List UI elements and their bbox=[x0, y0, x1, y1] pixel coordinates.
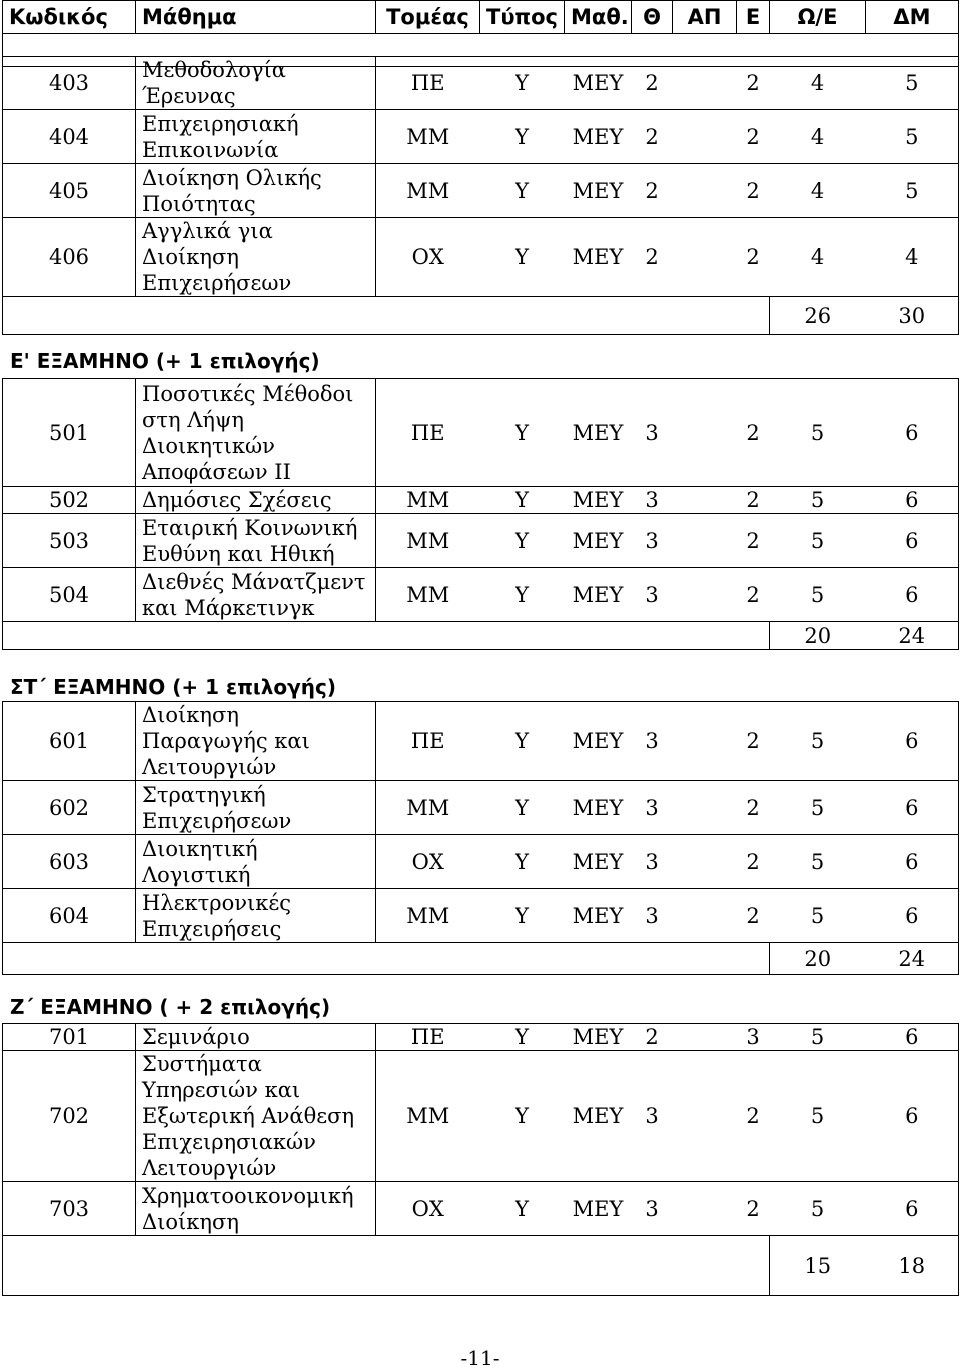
total-hours-cell: 26 bbox=[770, 297, 866, 335]
hours-cell: 4 bbox=[770, 218, 866, 297]
table-row bbox=[3, 514, 959, 568]
course-name-line: Επιχειρησιακή bbox=[142, 111, 299, 136]
hours-cell: 5 bbox=[770, 568, 866, 622]
header-code: Κωδικός bbox=[3, 1, 136, 34]
code-cell: 502 bbox=[3, 487, 136, 514]
cat-cell: ΜΕΥ bbox=[565, 568, 632, 622]
sector-cell: ΠΕ bbox=[376, 379, 480, 487]
course-name-line: Ποσοτικές Μέθοδοι bbox=[142, 381, 354, 406]
type-cell: Υ bbox=[480, 568, 565, 622]
code-cell: 601 bbox=[3, 702, 136, 781]
course-name-line: Επιχειρήσεων bbox=[142, 271, 292, 295]
table-row bbox=[3, 164, 959, 218]
course-name-line: Διοίκηση Ολικής bbox=[142, 165, 322, 190]
sector-cell: ΟΧ bbox=[376, 218, 480, 297]
course-name-cell bbox=[136, 218, 376, 297]
ap-cell bbox=[673, 1024, 737, 1051]
ects-cell: 6 bbox=[866, 379, 959, 487]
course-name-line: Μεθοδολογία bbox=[142, 58, 286, 82]
semester-title-z: Ζ΄ ΕΞΑΜΗΝΟ ( + 2 επιλογής) bbox=[10, 995, 331, 1019]
code-cell: 404 bbox=[3, 110, 136, 164]
ects-cell: 5 bbox=[866, 57, 959, 110]
hours-cell: 5 bbox=[770, 487, 866, 514]
semester-title-st: ΣΤ΄ ΕΞΑΜΗΝΟ (+ 1 επιλογής) bbox=[10, 675, 336, 699]
header-cat: Μαθ. bbox=[565, 1, 632, 34]
course-name-line: Δημόσιες Σχέσεις bbox=[142, 488, 332, 512]
total-row bbox=[3, 943, 959, 975]
theory-cell: 3 bbox=[632, 889, 673, 943]
theory-cell: 3 bbox=[632, 1051, 673, 1182]
course-name-line: Λειτουργιών bbox=[142, 1156, 277, 1180]
code-cell: 504 bbox=[3, 568, 136, 622]
type-cell: Υ bbox=[480, 110, 565, 164]
course-name-line: Ευθύνη και Ηθική bbox=[142, 541, 335, 566]
ap-cell bbox=[673, 218, 737, 297]
course-name-line: Εταιρική Κοινωνική bbox=[142, 515, 358, 540]
sector-cell: ΜΜ bbox=[376, 110, 480, 164]
cat-cell: ΜΕΥ bbox=[565, 1024, 632, 1051]
theory-cell: 3 bbox=[632, 379, 673, 487]
course-name-line: Επιχειρησιακών bbox=[142, 1130, 316, 1154]
course-name-line: Παραγωγής και bbox=[142, 729, 310, 753]
hours-cell: 4 bbox=[770, 57, 866, 110]
table-row bbox=[3, 835, 959, 889]
theory-cell: 2 bbox=[632, 1024, 673, 1051]
header-course: Μάθημα bbox=[136, 1, 376, 34]
ects-cell: 6 bbox=[866, 702, 959, 781]
semester-table bbox=[2, 56, 959, 335]
theory-cell: 3 bbox=[632, 702, 673, 781]
table-row bbox=[3, 1024, 959, 1051]
sector-cell: ΜΜ bbox=[376, 514, 480, 568]
course-name-cell bbox=[136, 1051, 376, 1182]
ap-cell bbox=[673, 164, 737, 218]
type-cell: Υ bbox=[480, 702, 565, 781]
hours-cell: 5 bbox=[770, 781, 866, 835]
course-name-cell bbox=[136, 487, 376, 514]
lab-cell: 2 bbox=[737, 164, 770, 218]
semester-table bbox=[2, 378, 959, 650]
type-cell: Υ bbox=[480, 1051, 565, 1182]
table-row bbox=[3, 218, 959, 297]
cat-cell: ΜΕΥ bbox=[565, 57, 632, 110]
total-row bbox=[3, 297, 959, 335]
code-cell: 701 bbox=[3, 1024, 136, 1051]
course-name-cell bbox=[136, 568, 376, 622]
lab-cell: 2 bbox=[737, 218, 770, 297]
course-name-line: Ηλεκτρονικές bbox=[142, 890, 291, 915]
semester-table bbox=[2, 701, 959, 975]
ects-cell: 6 bbox=[866, 889, 959, 943]
course-name-line: Επιχειρήσεων bbox=[142, 808, 292, 833]
sector-cell: ΜΜ bbox=[376, 889, 480, 943]
hours-cell: 4 bbox=[770, 164, 866, 218]
table-row bbox=[3, 889, 959, 943]
hours-cell: 5 bbox=[770, 702, 866, 781]
ap-cell bbox=[673, 1182, 737, 1236]
course-name-line: Λογιστική bbox=[142, 862, 251, 887]
lab-cell: 2 bbox=[737, 514, 770, 568]
course-name-line: Διοίκηση bbox=[142, 1209, 239, 1234]
theory-cell: 2 bbox=[632, 110, 673, 164]
header-ap: ΑΠ bbox=[673, 1, 737, 34]
type-cell: Υ bbox=[480, 218, 565, 297]
course-name-line: Διοικητική bbox=[142, 836, 258, 861]
total-row-blank bbox=[3, 622, 770, 650]
header-theory: Θ bbox=[632, 1, 673, 34]
course-name-line: Διοίκηση bbox=[142, 245, 239, 269]
ap-cell bbox=[673, 379, 737, 487]
ects-cell: 6 bbox=[866, 487, 959, 514]
cat-cell: ΜΕΥ bbox=[565, 487, 632, 514]
header-ects: ΔΜ bbox=[866, 1, 959, 34]
cat-cell: ΜΕΥ bbox=[565, 110, 632, 164]
table-row bbox=[3, 487, 959, 514]
theory-cell: 3 bbox=[632, 835, 673, 889]
total-row-blank bbox=[3, 297, 770, 335]
code-cell: 602 bbox=[3, 781, 136, 835]
header-hours: Ω/Ε bbox=[770, 1, 866, 34]
table-row bbox=[3, 781, 959, 835]
code-cell: 702 bbox=[3, 1051, 136, 1182]
code-cell: 603 bbox=[3, 835, 136, 889]
ects-cell: 4 bbox=[866, 218, 959, 297]
code-cell: 703 bbox=[3, 1182, 136, 1236]
course-name-line: Χρηματοοικονομική bbox=[142, 1183, 354, 1208]
code-cell: 406 bbox=[3, 218, 136, 297]
course-name-line: Εξωτερική Ανάθεση bbox=[142, 1104, 355, 1128]
code-cell: 503 bbox=[3, 514, 136, 568]
table-row bbox=[3, 1182, 959, 1236]
course-name-cell bbox=[136, 781, 376, 835]
type-cell: Υ bbox=[480, 164, 565, 218]
table-row bbox=[3, 568, 959, 622]
ap-cell bbox=[673, 57, 737, 110]
course-name-line: Επιχειρήσεις bbox=[142, 916, 282, 941]
table-row bbox=[3, 379, 959, 487]
ap-cell bbox=[673, 514, 737, 568]
lab-cell: 3 bbox=[737, 1024, 770, 1051]
course-name-cell bbox=[136, 1182, 376, 1236]
ects-cell: 5 bbox=[866, 164, 959, 218]
course-name-cell bbox=[136, 379, 376, 487]
lab-cell: 2 bbox=[737, 889, 770, 943]
theory-cell: 3 bbox=[632, 514, 673, 568]
sector-cell: ΟΧ bbox=[376, 835, 480, 889]
ects-cell: 5 bbox=[866, 110, 959, 164]
course-name-line: Επικοινωνία bbox=[142, 137, 279, 162]
code-cell: 604 bbox=[3, 889, 136, 943]
course-name-cell bbox=[136, 57, 376, 110]
ap-cell bbox=[673, 702, 737, 781]
ap-cell bbox=[673, 487, 737, 514]
code-cell: 403 bbox=[3, 57, 136, 110]
semester-title-e: Ε' ΕΞΑΜΗΝΟ (+ 1 επιλογής) bbox=[10, 349, 320, 373]
header-lab: Ε bbox=[737, 1, 770, 34]
semester-table bbox=[2, 1023, 959, 1296]
type-cell: Υ bbox=[480, 514, 565, 568]
course-name-cell bbox=[136, 889, 376, 943]
hours-cell: 4 bbox=[770, 110, 866, 164]
ects-cell: 6 bbox=[866, 1024, 959, 1051]
cat-cell: ΜΕΥ bbox=[565, 514, 632, 568]
theory-cell: 3 bbox=[632, 487, 673, 514]
course-name-cell bbox=[136, 514, 376, 568]
course-name-line: Συστήματα bbox=[142, 1052, 262, 1076]
table-row bbox=[3, 1051, 959, 1182]
course-name-line: Διοικητικών bbox=[142, 433, 275, 458]
course-name-line: Έρευνας bbox=[142, 84, 236, 108]
theory-cell: 3 bbox=[632, 781, 673, 835]
theory-cell: 2 bbox=[632, 164, 673, 218]
course-name-line: Διεθνές Μάνατζμεντ bbox=[142, 569, 366, 594]
ects-cell: 6 bbox=[866, 1051, 959, 1182]
sector-cell: ΜΜ bbox=[376, 568, 480, 622]
table-row bbox=[3, 702, 959, 781]
total-hours-cell: 20 bbox=[770, 943, 866, 975]
course-name-cell bbox=[136, 1024, 376, 1051]
total-hours-cell: 15 bbox=[770, 1236, 866, 1296]
course-name-cell bbox=[136, 164, 376, 218]
total-ects-cell: 24 bbox=[866, 943, 959, 975]
hours-cell: 5 bbox=[770, 514, 866, 568]
code-cell: 405 bbox=[3, 164, 136, 218]
cat-cell: ΜΕΥ bbox=[565, 379, 632, 487]
hours-cell: 5 bbox=[770, 1051, 866, 1182]
course-name-line: Σεμινάριο bbox=[142, 1025, 250, 1049]
hours-cell: 5 bbox=[770, 1024, 866, 1051]
lab-cell: 2 bbox=[737, 568, 770, 622]
sector-cell: ΜΜ bbox=[376, 487, 480, 514]
sector-cell: ΜΜ bbox=[376, 781, 480, 835]
type-cell: Υ bbox=[480, 379, 565, 487]
course-name-line: και Μάρκετινγκ bbox=[142, 595, 315, 620]
course-name-cell bbox=[136, 835, 376, 889]
cat-cell: ΜΕΥ bbox=[565, 1182, 632, 1236]
ects-cell: 6 bbox=[866, 835, 959, 889]
lab-cell: 2 bbox=[737, 835, 770, 889]
cat-cell: ΜΕΥ bbox=[565, 889, 632, 943]
ap-cell bbox=[673, 781, 737, 835]
ap-cell bbox=[673, 1051, 737, 1182]
header-sector: Τομέας bbox=[376, 1, 480, 34]
total-row-blank bbox=[3, 1236, 770, 1296]
lab-cell: 2 bbox=[737, 1051, 770, 1182]
lab-cell: 2 bbox=[737, 110, 770, 164]
cat-cell: ΜΕΥ bbox=[565, 164, 632, 218]
type-cell: Υ bbox=[480, 57, 565, 110]
theory-cell: 2 bbox=[632, 57, 673, 110]
lab-cell: 2 bbox=[737, 702, 770, 781]
type-cell: Υ bbox=[480, 1182, 565, 1236]
type-cell: Υ bbox=[480, 889, 565, 943]
type-cell: Υ bbox=[480, 1024, 565, 1051]
total-hours-cell: 20 bbox=[770, 622, 866, 650]
course-name-line: Αγγλικά για bbox=[142, 219, 273, 243]
theory-cell: 3 bbox=[632, 568, 673, 622]
table-row bbox=[3, 110, 959, 164]
sector-cell: ΜΜ bbox=[376, 164, 480, 218]
lab-cell: 2 bbox=[737, 379, 770, 487]
ects-cell: 6 bbox=[866, 1182, 959, 1236]
cat-cell: ΜΕΥ bbox=[565, 702, 632, 781]
cat-cell: ΜΕΥ bbox=[565, 835, 632, 889]
course-name-line: Λειτουργιών bbox=[142, 755, 277, 779]
sector-cell: ΠΕ bbox=[376, 57, 480, 110]
type-cell: Υ bbox=[480, 781, 565, 835]
theory-cell: 3 bbox=[632, 1182, 673, 1236]
course-name-line: Αποφάσεων ΙΙ bbox=[142, 459, 291, 484]
total-ects-cell: 24 bbox=[866, 622, 959, 650]
hours-cell: 5 bbox=[770, 835, 866, 889]
lab-cell: 2 bbox=[737, 487, 770, 514]
ects-cell: 6 bbox=[866, 514, 959, 568]
sector-cell: ΠΕ bbox=[376, 1024, 480, 1051]
page-number: -11- bbox=[460, 1346, 500, 1370]
ap-cell bbox=[673, 889, 737, 943]
ects-cell: 6 bbox=[866, 568, 959, 622]
course-name-line: Υπηρεσιών και bbox=[142, 1078, 301, 1102]
lab-cell: 2 bbox=[737, 1182, 770, 1236]
course-name-line: στη Λήψη bbox=[142, 407, 245, 432]
sector-cell: ΟΧ bbox=[376, 1182, 480, 1236]
course-name-line: Ποιότητας bbox=[142, 191, 256, 216]
code-cell: 501 bbox=[3, 379, 136, 487]
cat-cell: ΜΕΥ bbox=[565, 218, 632, 297]
ects-cell: 6 bbox=[866, 781, 959, 835]
total-row bbox=[3, 1236, 959, 1296]
ap-cell bbox=[673, 835, 737, 889]
cat-cell: ΜΕΥ bbox=[565, 781, 632, 835]
type-cell: Υ bbox=[480, 835, 565, 889]
table-row bbox=[3, 57, 959, 110]
total-ects-cell: 30 bbox=[866, 297, 959, 335]
total-row bbox=[3, 622, 959, 650]
hours-cell: 5 bbox=[770, 1182, 866, 1236]
total-ects-cell: 18 bbox=[866, 1236, 959, 1296]
hours-cell: 5 bbox=[770, 379, 866, 487]
course-name-cell bbox=[136, 702, 376, 781]
lab-cell: 2 bbox=[737, 781, 770, 835]
total-row-blank bbox=[3, 943, 770, 975]
hours-cell: 5 bbox=[770, 889, 866, 943]
ap-cell bbox=[673, 568, 737, 622]
header-type: Τύπος bbox=[480, 1, 565, 34]
ap-cell bbox=[673, 110, 737, 164]
course-name-cell bbox=[136, 110, 376, 164]
type-cell: Υ bbox=[480, 487, 565, 514]
theory-cell: 2 bbox=[632, 218, 673, 297]
course-name-line: Διοίκηση bbox=[142, 703, 239, 727]
sector-cell: ΜΜ bbox=[376, 1051, 480, 1182]
cat-cell: ΜΕΥ bbox=[565, 1051, 632, 1182]
sector-cell: ΠΕ bbox=[376, 702, 480, 781]
course-name-line: Στρατηγική bbox=[142, 782, 266, 807]
lab-cell: 2 bbox=[737, 57, 770, 110]
